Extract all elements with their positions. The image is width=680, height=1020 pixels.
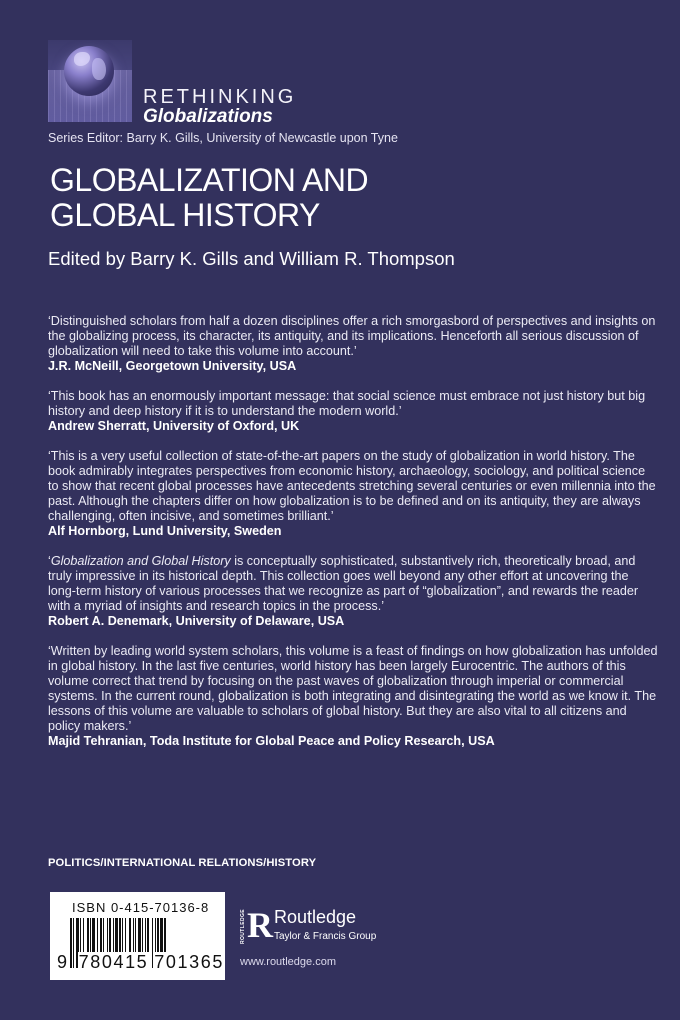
review xyxy=(48,644,658,749)
review-attribution: J.R. McNeill, Georgetown University, USA xyxy=(48,359,297,373)
book-title xyxy=(50,163,610,233)
ean-first-digit: 9 xyxy=(57,952,69,972)
ean-digits xyxy=(56,952,224,973)
review-attribution: Robert A. Denemark, University of Delaware, USA xyxy=(48,614,345,628)
review xyxy=(48,389,658,434)
review xyxy=(48,314,658,374)
review-quote: ‘This book has an enormously important message: that social science must embrace not just history but big history and deep history if it is to understand the modern world.’ xyxy=(48,389,646,418)
book-title-line1: GLOBALIZATION AND xyxy=(50,162,369,198)
review-attribution: Majid Tehranian, Toda Institute for Global Peace and Policy Research, USA xyxy=(48,734,495,748)
barcode xyxy=(50,892,225,980)
publisher-block xyxy=(240,907,400,977)
review-attribution: Andrew Sherratt, University of Oxford, UK xyxy=(48,419,300,433)
review-attribution: Alf Hornborg, Lund University, Sweden xyxy=(48,524,282,538)
routledge-logo-icon xyxy=(240,905,273,945)
publisher-name: Routledge xyxy=(274,907,357,927)
logo-vertical-text: ROUTLEDGE xyxy=(240,909,246,944)
review-quote: ‘Distinguished scholars from half a dozen disciplines offer a rich smorgasbord of perspectives and insights on the globalizing process, its character, its antiquity, and its implications. Henceforth all serious discussion of globalization will need to take this volume into account.’ xyxy=(48,314,656,358)
quoted-book-title: Globalization and Global History xyxy=(50,554,231,568)
series-name-line1: RETHINKING xyxy=(143,86,297,108)
reviews-section xyxy=(48,314,658,764)
logo-letter: R xyxy=(247,905,273,945)
globe-icon xyxy=(48,40,132,122)
isbn-text: ISBN 0-415-70136-8 xyxy=(72,900,210,915)
continent-shape xyxy=(92,58,106,80)
review xyxy=(48,554,658,629)
globe-sphere xyxy=(64,46,114,96)
series-name-line2: Globalizations xyxy=(143,106,273,127)
series-editor: Series Editor: Barry K. Gills, University of Newcastle upon Tyne xyxy=(48,131,398,145)
book-title-line2: GLOBAL HISTORY xyxy=(50,197,320,233)
subject-category: POLITICS/INTERNATIONAL RELATIONS/HISTORY xyxy=(48,857,317,869)
publisher-url: www.routledge.com xyxy=(240,956,336,968)
series-block xyxy=(48,40,468,150)
quote-open-mark: ‘ xyxy=(48,554,51,568)
book-editors: Edited by Barry K. Gills and William R. Thompson xyxy=(48,248,455,269)
ean-right-group: 701365 xyxy=(154,952,224,972)
ean-left-group: 780415 xyxy=(78,952,149,972)
review-quote: ‘This is a very useful collection of state-of-the-art papers on the study of globalization in world history. The book admirably integrates perspectives from economic history, archaeology, sociology, and political science to show that recent global processes have antecedents stretching several centuries or even millennia into the past. Although the chapters differ on how globalization is to be defined and on its antiquity, they are always challenging, often incisive, and sometimes brilliant.’ xyxy=(48,449,656,523)
review-quote: ‘Written by leading world system scholars, this volume is a feast of findings on how globalization has unfolded in global history. In the last five centuries, world history has been largely Eurocentric. The authors of this volume correct that trend by focusing on the past waves of globalization through imperial or commercial systems. In the current round, globalization is both integrating and disintegrating the world as we know it. The lessons of this volume are valuable to scholars of global history. But they are also vital to all citizens and policy makers.’ xyxy=(48,644,658,733)
review xyxy=(48,449,658,539)
quote-body: is conceptually sophisticated, substantively rich, theoretically broad, and truly impressive in its historical depth. This collection goes well beyond any other effort at uncovering the long-term history of various processes that we recognize as part of “globalization”, and rewards the reader with a myriad of insights and research topics in the process.’ xyxy=(48,554,639,613)
publisher-group: Taylor & Francis Group xyxy=(274,931,377,942)
review-quote xyxy=(48,554,658,614)
